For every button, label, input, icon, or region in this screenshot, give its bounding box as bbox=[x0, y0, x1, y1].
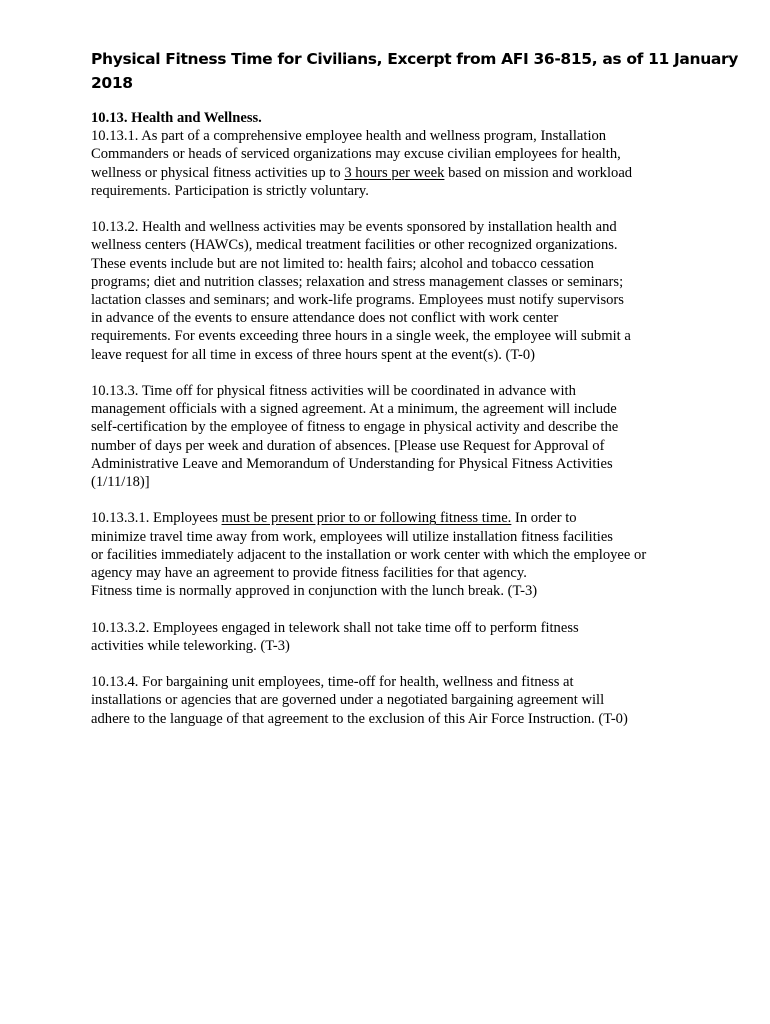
text-line: installations or agencies that are governed under a negotiated bargaining agreement will bbox=[91, 692, 605, 709]
text-run: based on mission and workload bbox=[444, 164, 633, 181]
title-line: 2018 bbox=[91, 74, 133, 92]
paragraph-10-13-4 bbox=[91, 673, 731, 728]
section-heading: 10.13. Health and Wellness. bbox=[91, 110, 262, 126]
text-line: in advance of the events to ensure attendance does not conflict with work center bbox=[91, 310, 559, 327]
text-line: agency may have an agreement to provide fitness facilities for that agency. bbox=[91, 565, 527, 582]
text-line: (1/11/18)] bbox=[91, 474, 150, 491]
text-line: Commanders or heads of serviced organizations may excuse civilian employees for health, bbox=[91, 146, 621, 163]
text-line: Administrative Leave and Memorandum of Understanding for Physical Fitness Activities bbox=[91, 455, 613, 472]
text-line: 10.13.3. Time off for physical fitness activities will be coordinated in advance with bbox=[91, 383, 576, 400]
paragraph-10-13-3-1 bbox=[91, 509, 731, 600]
text-line: 10.13.4. For bargaining unit employees, time-off for health, wellness and fitness at bbox=[91, 674, 574, 691]
text-line: number of days per week and duration of absences. [Please use Request for Approval of bbox=[91, 437, 605, 454]
text-run: In order to bbox=[511, 510, 577, 527]
text-run: wellness or physical fitness activities up to bbox=[91, 164, 345, 181]
text-line: activities while teleworking. (T-3) bbox=[91, 637, 290, 654]
document-title bbox=[91, 47, 739, 95]
text-line: or facilities immediately adjacent to the installation or work center with which the employee or bbox=[91, 546, 647, 563]
text-line: management officials with a signed agreement. At a minimum, the agreement will include bbox=[91, 401, 617, 418]
text-line: minimize travel time away from work, employees will utilize installation fitness facilities bbox=[91, 528, 613, 545]
document-body bbox=[91, 109, 731, 746]
paragraph-10-13-3 bbox=[91, 382, 731, 491]
text-line bbox=[91, 509, 731, 527]
text-line bbox=[91, 164, 731, 182]
text-line: self-certification by the employee of fitness to engage in physical activity and describe the bbox=[91, 419, 619, 436]
text-line: 10.13.2. Health and wellness activities may be events sponsored by installation health and bbox=[91, 219, 617, 236]
paragraph-10-13-1 bbox=[91, 109, 731, 200]
text-line: leave request for all time in excess of three hours spent at the event(s). (T-0) bbox=[91, 346, 536, 363]
text-line: 10.13.3.2. Employees engaged in telework shall not take time off to perform fitness bbox=[91, 619, 579, 636]
text-run: 10.13.3.1. Employees bbox=[91, 510, 222, 527]
text-line: lactation classes and seminars; and work-life programs. Employees must notify supervisors bbox=[91, 292, 624, 309]
text-line: adhere to the language of that agreement to the exclusion of this Air Force Instruction. (T-0) bbox=[91, 710, 628, 727]
text-line: requirements. Participation is strictly voluntary. bbox=[91, 182, 369, 199]
underlined-text: must be present prior to or following fitness time. bbox=[221, 510, 512, 527]
underlined-text: 3 hours per week bbox=[344, 164, 445, 181]
paragraph-10-13-2 bbox=[91, 218, 731, 364]
text-line: wellness centers (HAWCs), medical treatment facilities or other recognized organizations. bbox=[91, 237, 618, 254]
text-line: requirements. For events exceeding three hours in a single week, the employee will submit a bbox=[91, 328, 631, 345]
paragraph-10-13-3-2 bbox=[91, 619, 731, 655]
title-line: Physical Fitness Time for Civilians, Excerpt from AFI 36-815, as of 11 January bbox=[91, 50, 739, 68]
text-line: programs; diet and nutrition classes; relaxation and stress management classes or seminars; bbox=[91, 273, 624, 290]
text-line: 10.13.1. As part of a comprehensive employee health and wellness program, Installation bbox=[91, 128, 607, 145]
text-line: Fitness time is normally approved in conjunction with the lunch break. (T-3) bbox=[91, 583, 538, 600]
text-line: These events include but are not limited to: health fairs; alcohol and tobacco cessation bbox=[91, 255, 594, 272]
